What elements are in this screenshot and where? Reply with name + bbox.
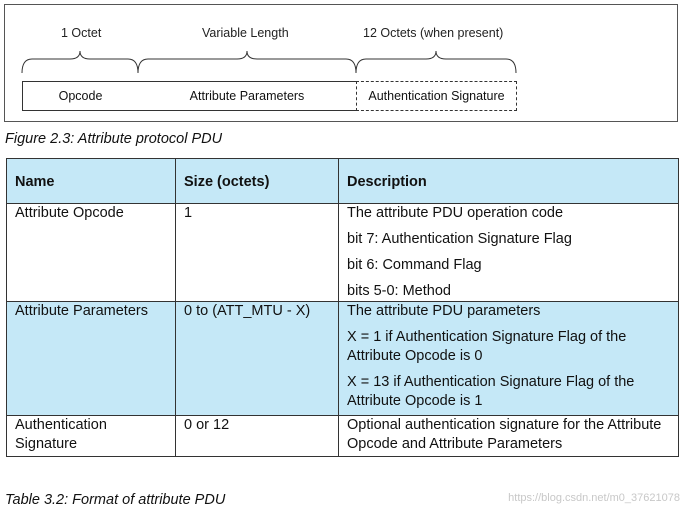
params-field — [138, 81, 357, 111]
watermark: https://blog.csdn.net/m0_37621078 — [508, 492, 680, 504]
row-size: 0 or 12 — [176, 416, 339, 457]
opcode-brace — [22, 51, 138, 73]
table-caption: Table 3.2: Format of attribute PDU — [5, 492, 226, 508]
table-row — [7, 204, 679, 302]
params-brace — [138, 51, 356, 73]
signature-field-label: Authentication Signature — [368, 89, 505, 103]
header-size: Size (octets) — [176, 159, 339, 204]
opcode-field — [22, 81, 139, 111]
row-name: Attribute Opcode — [7, 204, 176, 302]
header-description: Description — [339, 159, 679, 204]
table-header-row — [7, 159, 679, 204]
signature-brace — [356, 51, 516, 73]
table-row — [7, 302, 679, 416]
description-line: bit 7: Authentication Signature Flag — [347, 231, 572, 247]
table-row — [7, 416, 679, 457]
row-name: Attribute Parameters — [7, 302, 176, 416]
params-field-label: Attribute Parameters — [189, 89, 305, 103]
signature-field — [356, 81, 517, 111]
row-description — [339, 302, 679, 416]
row-description — [339, 416, 679, 457]
row-size: 1 — [176, 204, 339, 302]
opcode-size-label: 1 Octet — [61, 26, 102, 40]
description-line: bit 6: Command Flag — [347, 257, 482, 273]
description-line: Optional authentication signature for the Attribute Opcode and Attribute Parameters — [347, 417, 662, 452]
signature-size-label: 12 Octets (when present) — [363, 26, 504, 40]
description-line: The attribute PDU parameters — [347, 303, 541, 319]
figure-caption: Figure 2.3: Attribute protocol PDU — [5, 131, 223, 147]
opcode-field-label: Opcode — [58, 89, 103, 103]
header-name: Name — [7, 159, 176, 204]
params-size-label: Variable Length — [202, 26, 289, 40]
pdu-figure — [4, 4, 678, 122]
row-description — [339, 204, 679, 302]
description-line: bits 5-0: Method — [347, 283, 451, 299]
description-line: X = 13 if Authentication Signature Flag of the Attribute Opcode is 1 — [347, 374, 635, 409]
row-name: Authentication Signature — [7, 416, 176, 457]
pdu-format-table — [6, 158, 679, 457]
description-line: The attribute PDU operation code — [347, 205, 564, 221]
row-size: 0 to (ATT_MTU - X) — [176, 302, 339, 416]
description-line: X = 1 if Authentication Signature Flag of the Attribute Opcode is 0 — [347, 329, 627, 364]
